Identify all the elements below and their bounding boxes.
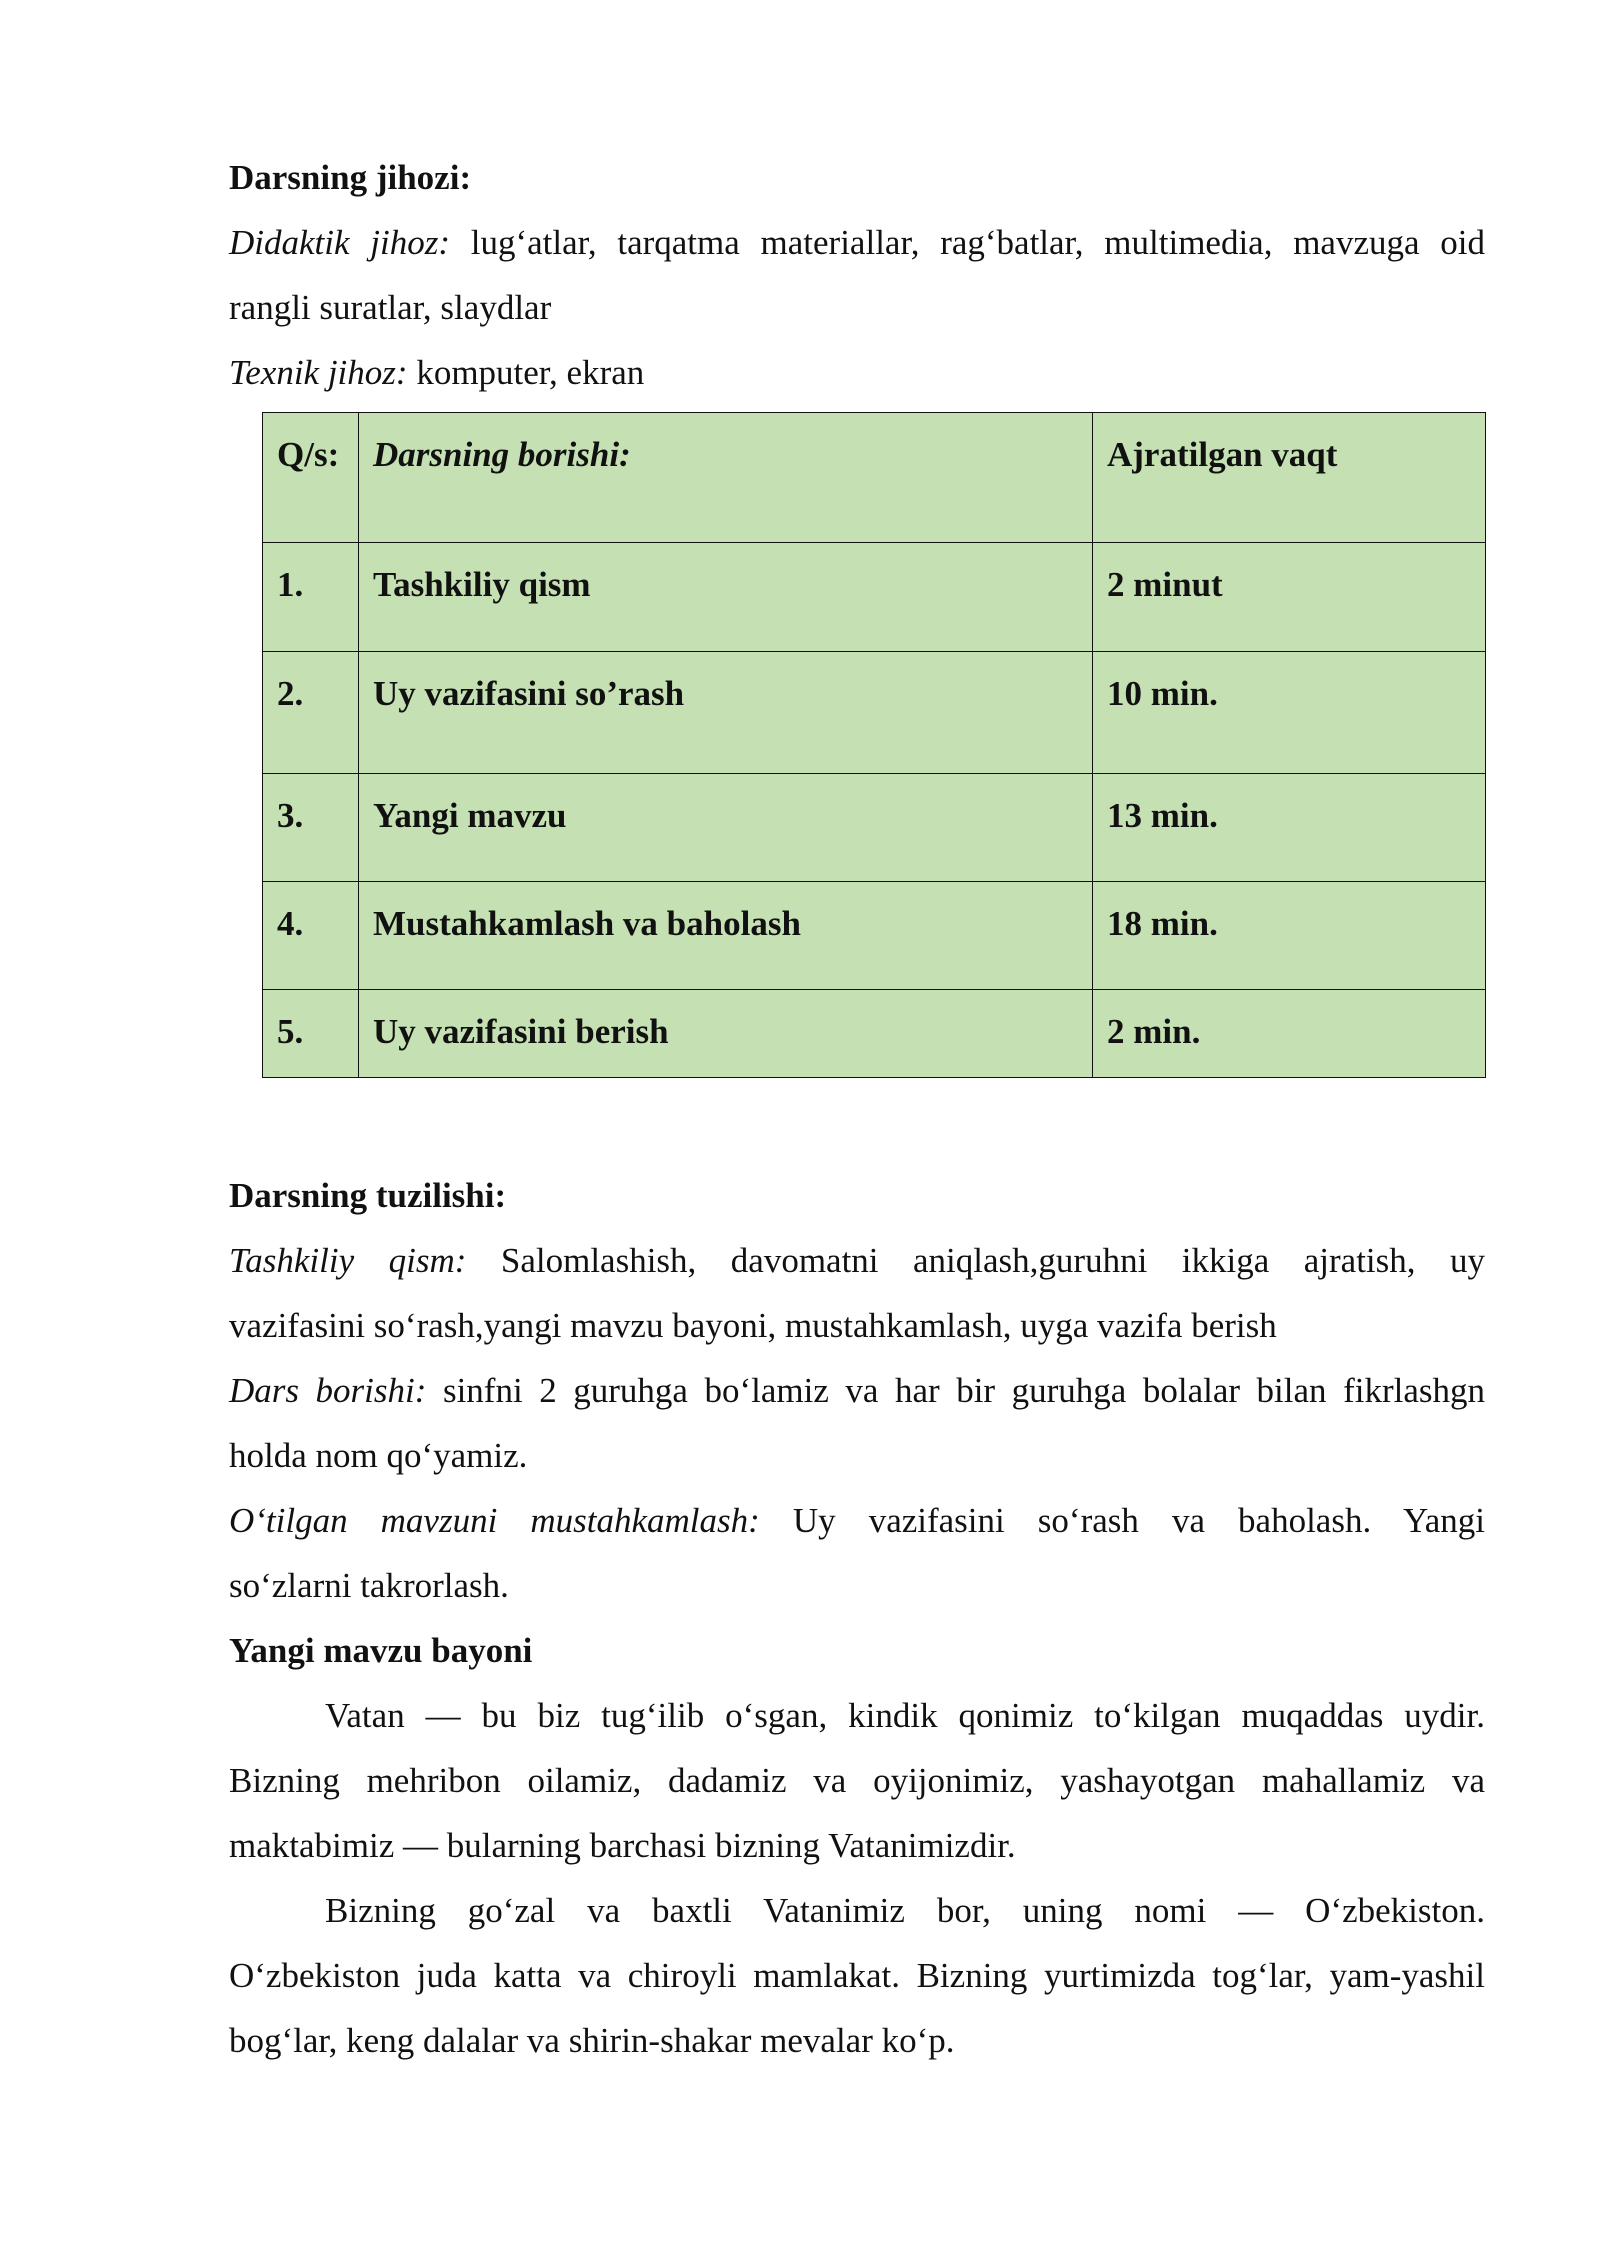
document-body <box>229 145 1485 2073</box>
technical-equipment-line <box>229 340 1485 405</box>
organizational-part-line-cont: vazifasini so‘rash,yangi mavzu bayoni, mustahkamlash, uyga vazifa berish <box>229 1306 1277 1345</box>
header-num: Q/s: <box>263 413 359 543</box>
header-time: Ajratilgan vaqt <box>1093 413 1486 543</box>
header-stage: Darsning borishi: <box>359 413 1093 543</box>
didactic-text: lug‘atlar, tarqatma materiallar, rag‘batlar, multimedia, mavzuga oid <box>449 223 1485 262</box>
organizational-label: Tashkiliy qism: <box>229 1241 467 1280</box>
row-num: 4. <box>263 882 359 990</box>
row-num: 1. <box>263 543 359 652</box>
lesson-process-line-cont: holda nom qo‘yamiz. <box>229 1436 528 1475</box>
row-num: 5. <box>263 990 359 1078</box>
equipment-heading: Darsning jihozi: <box>229 158 472 197</box>
technical-label: Texnik jihoz: <box>229 353 408 392</box>
lesson-plan-table <box>262 412 1486 1078</box>
row-stage: Mustahkamlash va baholash <box>359 882 1093 990</box>
row-stage: Uy vazifasini so’rash <box>359 652 1093 774</box>
review-line-cont: so‘zlarni takrorlash. <box>229 1566 509 1605</box>
row-time: 13 min. <box>1093 774 1486 882</box>
table-row <box>263 652 1486 774</box>
row-time: 18 min. <box>1093 882 1486 990</box>
didactic-label: Didaktik jihoz: <box>229 223 450 262</box>
row-time: 10 min. <box>1093 652 1486 774</box>
table-row <box>263 990 1486 1078</box>
table-header-row <box>263 413 1486 543</box>
table-row <box>263 774 1486 882</box>
review-label: O‘tilgan mavzuni mustahkamlash: <box>229 1501 760 1540</box>
didactic-equipment-line <box>229 210 1485 275</box>
lesson-process-label: Dars borishi: <box>229 1371 427 1410</box>
row-num: 3. <box>263 774 359 882</box>
review-line: O‘tilgan mavzuni mustahkamlash: Uy vazifasini so‘rash va baholash. Yangi <box>229 1501 1485 1540</box>
row-stage: Yangi mavzu <box>359 774 1093 882</box>
row-num: 2. <box>263 652 359 774</box>
paragraph-line: bog‘lar, keng dalalar va shirin-shakar mevalar ko‘p. <box>229 2021 955 2060</box>
row-stage: Tashkiliy qism <box>359 543 1093 652</box>
paragraph-line: O‘zbekiston juda katta va chiroyli mamlakat. Bizning yurtimizda tog‘lar, yam-yashil <box>229 1956 1485 1995</box>
technical-text: komputer, ekran <box>407 353 645 392</box>
row-time: 2 minut <box>1093 543 1486 652</box>
structure-heading: Darsning tuzilishi: <box>229 1176 507 1215</box>
table-row <box>263 882 1486 990</box>
paragraph-line: Vatan — bu biz tug‘ilib o‘sgan, kindik qonimiz to‘kilgan muqaddas uydir. <box>325 1696 1485 1735</box>
row-time: 2 min. <box>1093 990 1486 1078</box>
paragraph-line: maktabimiz — bularning barchasi bizning Vatanimizdir. <box>229 1826 1016 1865</box>
spacer <box>229 1078 1485 1163</box>
paragraph-line: Bizning mehribon oilamiz, dadamiz va oyijonimiz, yashayotgan mahallamiz va <box>229 1761 1485 1800</box>
didactic-equipment-line-cont: rangli suratlar, slaydlar <box>229 288 552 327</box>
organizational-part-line: Tashkiliy qism: Salomlashish, davomatni aniqlash,guruhni ikkiga ajratish, uy <box>229 1241 1486 1280</box>
new-topic-heading: Yangi mavzu bayoni <box>229 1631 533 1670</box>
lesson-process-line: Dars borishi: sinfni 2 guruhga bo‘lamiz va har bir guruhga bolalar bilan fikrlashgn <box>229 1371 1485 1410</box>
table-row <box>263 543 1486 652</box>
row-stage: Uy vazifasini berish <box>359 990 1093 1078</box>
paragraph-line: Bizning go‘zal va baxtli Vatanimiz bor, uning nomi — O‘zbekiston. <box>325 1891 1485 1930</box>
